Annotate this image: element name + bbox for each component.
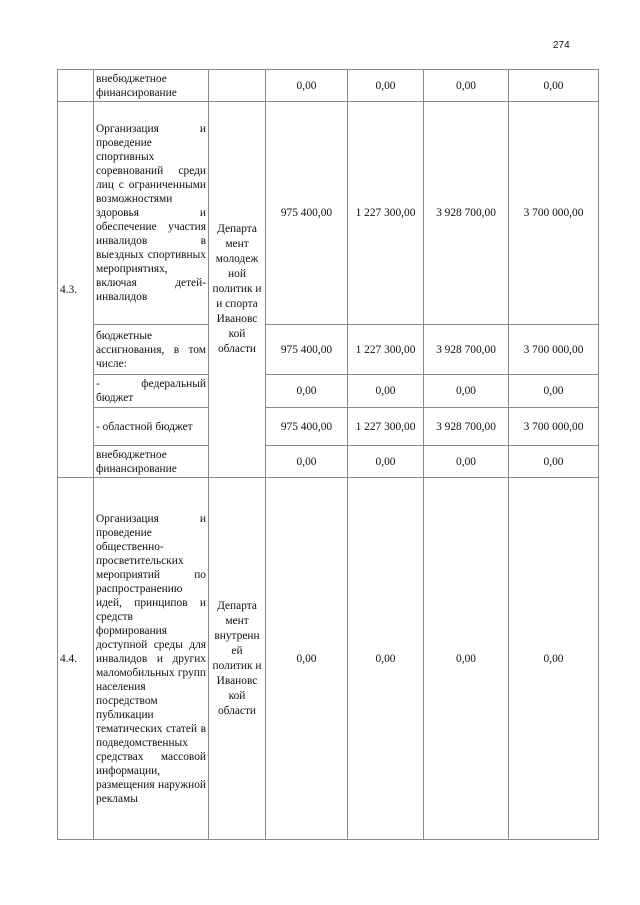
value-cell: 1 227 300,00 [348,325,424,375]
value-cell: 3 700 000,00 [509,325,599,375]
table-row [58,70,599,102]
value-cell: 0,00 [509,478,599,840]
value-cell: 0,00 [348,478,424,840]
value-cell: 3 700 000,00 [509,102,599,325]
table-row [58,325,599,375]
value-cell: 3 700 000,00 [509,408,599,446]
value-cell: 3 928 700,00 [424,325,509,375]
responsible-cell [209,70,266,102]
value-cell: 1 227 300,00 [348,408,424,446]
value-cell: 0,00 [424,70,509,102]
value-cell: 0,00 [266,446,348,478]
table-row [58,375,599,408]
table-row [58,478,599,840]
responsible-department: Департа мент внутренн ей политик и Ивановс кой области [209,478,266,840]
table-row [58,408,599,446]
value-cell: 0,00 [424,478,509,840]
row-label: - федеральный бюджет [94,375,209,408]
row-label: бюджетные ассигнования, в том числе: [94,325,209,375]
table-row [58,102,599,325]
page-number: 274 [553,40,570,51]
value-cell: 0,00 [424,375,509,408]
value-cell: 975 400,00 [266,325,348,375]
value-cell: 0,00 [266,478,348,840]
value-cell: 0,00 [424,446,509,478]
item-number: 4.3. [58,102,94,478]
value-cell: 1 227 300,00 [348,102,424,325]
value-cell: 0,00 [266,70,348,102]
row-label: внебюджетное финансирование [94,446,209,478]
item-title: Организация и проведение спортивных соревнований среди лиц с ограниченными возможностями здоровья и обеспечение участия инвалидов в выездных спортивных мероприятиях, включая детей-инвалидов [94,102,209,325]
item-title: Организация и проведение общественно-просветительских мероприятий по распространению идей, принципов и средств формирования доступной среды для инвалидов и других маломобильных групп населения посредством публикации тематических статей в подведомственных средствах массовой информации, размещения наружной рекламы [94,478,209,840]
value-cell: 0,00 [509,375,599,408]
value-cell: 975 400,00 [266,102,348,325]
item-number: 4.4. [58,478,94,840]
row-label: - областной бюджет [94,408,209,446]
value-cell: 0,00 [348,70,424,102]
num-cell [58,70,94,102]
row-label: внебюджетное финансирование [94,70,209,102]
value-cell: 0,00 [266,375,348,408]
value-cell: 0,00 [509,446,599,478]
value-cell: 3 928 700,00 [424,408,509,446]
table-row [58,446,599,478]
financing-table [57,69,599,840]
responsible-department: Департа мент молодеж ной политик и и спорта Ивановс кой области [209,102,266,478]
value-cell: 3 928 700,00 [424,102,509,325]
value-cell: 975 400,00 [266,408,348,446]
value-cell: 0,00 [509,70,599,102]
value-cell: 0,00 [348,375,424,408]
value-cell: 0,00 [348,446,424,478]
